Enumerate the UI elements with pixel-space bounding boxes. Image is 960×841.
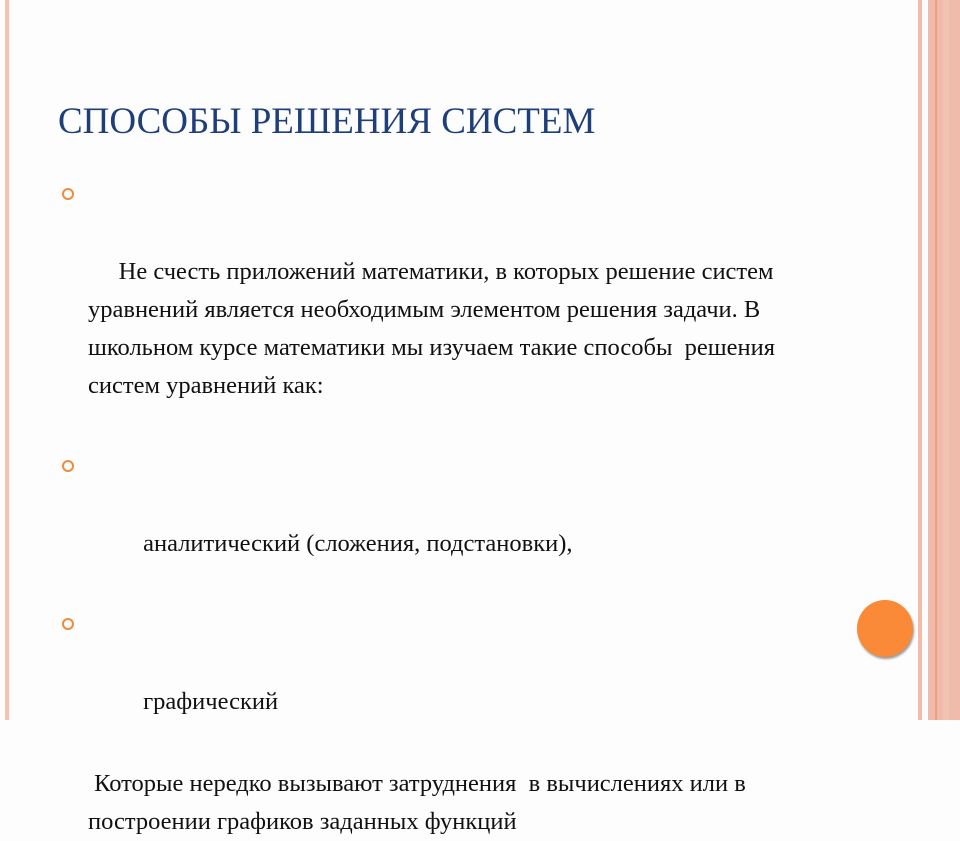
bullet-text: Не счесть приложений математики, в которых решение систем уравнений является необходимым элементом решения задачи. В школьном курсе математики мы изучаем такие способы решения систем уравнений как: (88, 258, 782, 399)
paragraph-text: Которые нередко вызывают затруднения в вычислениях или в построении графиков заданных функций (88, 770, 752, 835)
right-decor-line (935, 0, 937, 720)
bullet-item (60, 177, 820, 443)
bullet-item (60, 449, 820, 601)
bullet-item (60, 607, 820, 759)
bullet-text: аналитический (сложения, подстановки), (112, 530, 573, 557)
left-border-line (5, 0, 9, 720)
slide-body (60, 177, 820, 841)
bullet-circle-icon (62, 618, 74, 630)
right-decor-stripe (918, 0, 922, 720)
slide-title: СПОСОБЫ РЕШЕНИЯ СИСТЕМ (58, 101, 596, 142)
bullet-text: графический (112, 688, 279, 715)
bullet-circle-icon (62, 460, 74, 472)
bullet-circle-icon (62, 188, 74, 200)
orange-circle-decoration (857, 600, 913, 657)
right-decor-band-light (943, 0, 949, 720)
